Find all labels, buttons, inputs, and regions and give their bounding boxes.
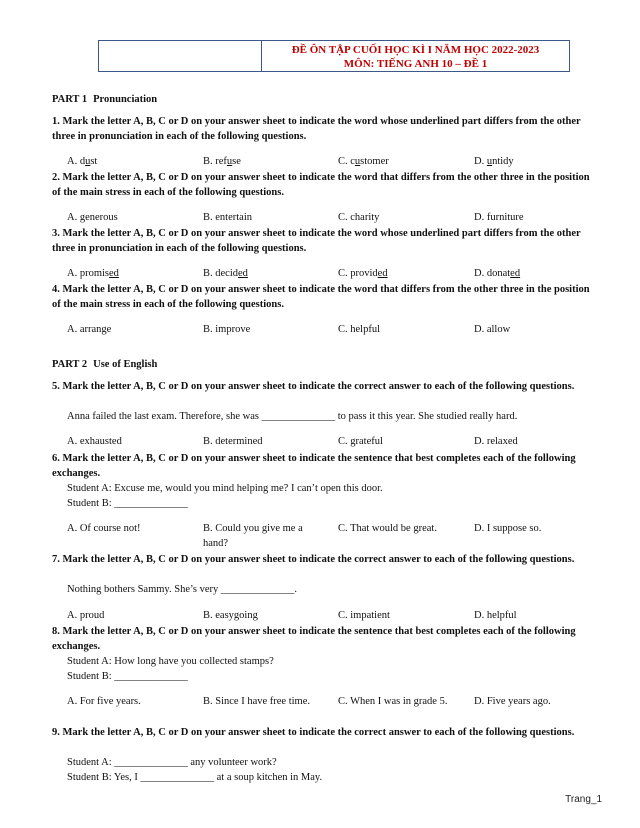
q8-option-b[interactable]: B. Since I have free time. xyxy=(203,696,310,707)
q7-option-d[interactable]: D. helpful xyxy=(474,610,517,621)
q2-stem: 2. Mark the letter A, B, C or D on your answer sheet to indicate the word that differs from the other three in the position of the main stress in each of the following questions. xyxy=(52,172,590,198)
q9-line-a: Student A: ______________ any volunteer work? xyxy=(67,757,277,768)
q3-option-c[interactable]: C. provided xyxy=(338,268,388,279)
q1-option-d[interactable]: D. untidy xyxy=(474,156,514,167)
q2-option-b[interactable]: B. entertain xyxy=(203,212,252,223)
q3-option-b[interactable]: B. decided xyxy=(203,268,248,279)
q4-stem: 4. Mark the letter A, B, C or D on your answer sheet to indicate the word that differs from the other three in the position of the main stress in each of the following questions. xyxy=(52,284,590,310)
q5-context: Anna failed the last exam. Therefore, she was ______________ to pass it this year. She studied really hard. xyxy=(67,411,518,422)
header-left-cell xyxy=(99,41,262,71)
q1-option-b[interactable]: B. refuse xyxy=(203,156,241,167)
q4-option-d[interactable]: D. allow xyxy=(474,324,511,335)
q4-option-a[interactable]: A. arrange xyxy=(67,324,112,335)
q2-option-a[interactable]: A. generous xyxy=(67,212,118,223)
q8-option-d[interactable]: D. Five years ago. xyxy=(474,696,551,707)
q7-stem: 7. Mark the letter A, B, C or D on your answer sheet to indicate the correct answer to each of the following questions. xyxy=(52,554,575,565)
part2-heading xyxy=(52,359,157,370)
q2-option-c[interactable]: C. charity xyxy=(338,212,380,223)
q5-option-a[interactable]: A. exhausted xyxy=(67,436,122,447)
page-number: Trang_1 xyxy=(565,794,602,805)
q6-stem: 6. Mark the letter A, B, C or D on your answer sheet to indicate the sentence that best completes each of the following exchanges. xyxy=(52,453,576,479)
q3-stem: 3. Mark the letter A, B, C or D on your answer sheet to indicate the word whose underlined part differs from the other three in pronunciation in each of the following questions. xyxy=(52,228,581,254)
q6-options xyxy=(67,521,607,551)
q6-option-d[interactable]: D. I suppose so. xyxy=(474,523,542,534)
q6-line-b: Student B: ______________ xyxy=(67,498,188,509)
q6-line-a: Student A: Excuse me, would you mind helping me? I can’t open this door. xyxy=(67,483,383,494)
q3-option-a[interactable]: A. promised xyxy=(67,268,119,279)
part1-label: PART 1 xyxy=(52,94,88,105)
part1-title: Pronunciation xyxy=(93,94,158,105)
q8-line-b: Student B: ______________ xyxy=(67,671,188,682)
q8-stem: 8. Mark the letter A, B, C or D on your answer sheet to indicate the sentence that best completes each of the following exchanges. xyxy=(52,626,576,652)
q6-option-b[interactable]: B. Could you give me a hand? xyxy=(203,523,303,549)
exam-subject: MÔN: TIẾNG ANH 10 – ĐỀ 1 xyxy=(343,58,488,70)
q1-option-a[interactable]: A. dust xyxy=(67,156,98,167)
q8-option-c[interactable]: C. When I was in grade 5. xyxy=(338,696,448,707)
q5-option-d[interactable]: D. relaxed xyxy=(474,436,518,447)
q9-line-b: Student B: Yes, I ______________ at a soup kitchen in May. xyxy=(67,772,323,783)
header-title-cell xyxy=(262,41,569,71)
part1-heading xyxy=(52,94,157,105)
q7-option-a[interactable]: A. proud xyxy=(67,610,105,621)
q4-option-b[interactable]: B. improve xyxy=(203,324,251,335)
q6-option-c[interactable]: C. That would be great. xyxy=(338,523,437,534)
q7-option-b[interactable]: B. easygoing xyxy=(203,610,258,621)
q3-option-d[interactable]: D. donated xyxy=(474,268,521,279)
exam-title: ĐỀ ÔN TẬP CUỐI HỌC KÌ I NĂM HỌC 2022-2023 xyxy=(291,44,540,56)
q5-option-c[interactable]: C. grateful xyxy=(338,436,383,447)
q1-option-c[interactable]: C. customer xyxy=(338,156,389,167)
q5-stem: 5. Mark the letter A, B, C or D on your answer sheet to indicate the correct answer to each of the following questions. xyxy=(52,381,575,392)
q4-options xyxy=(67,322,607,352)
q7-context: Nothing bothers Sammy. She’s very ______________. xyxy=(67,584,298,595)
part2-label: PART 2 xyxy=(52,359,88,370)
q1-stem: 1. Mark the letter A, B, C or D on your answer sheet to indicate the word whose underlined part differs from the other three in pronunciation in each of the following questions. xyxy=(52,116,581,142)
q9-stem: 9. Mark the letter A, B, C or D on your answer sheet to indicate the correct answer to each of the following questions. xyxy=(52,727,575,738)
q7-option-c[interactable]: C. impatient xyxy=(338,610,390,621)
q5-option-b[interactable]: B. determined xyxy=(203,436,263,447)
q8-options xyxy=(67,694,607,724)
part2-title: Use of English xyxy=(93,359,158,370)
q2-option-d[interactable]: D. furniture xyxy=(474,212,524,223)
exam-header-table xyxy=(98,40,570,72)
q6-option-a[interactable]: A. Of course not! xyxy=(67,523,141,534)
q8-option-a[interactable]: A. For five years. xyxy=(67,696,141,707)
q4-option-c[interactable]: C. helpful xyxy=(338,324,380,335)
q8-line-a: Student A: How long have you collected stamps? xyxy=(67,656,274,667)
